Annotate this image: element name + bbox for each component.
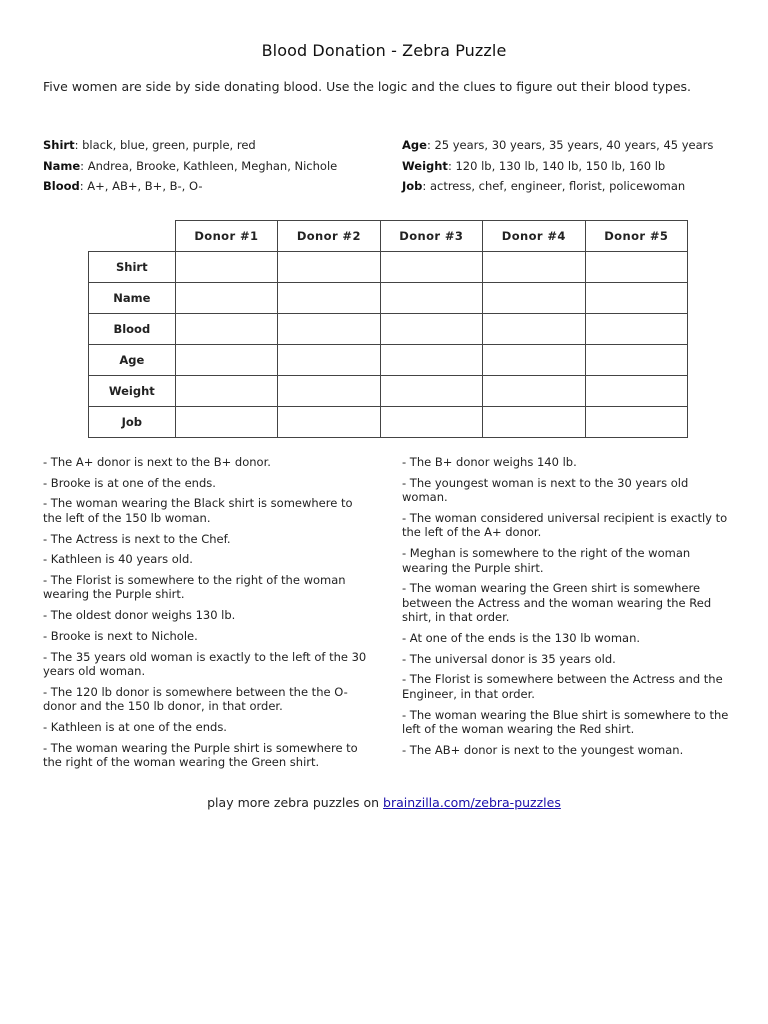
brainzilla-link[interactable]: brainzilla.com/zebra-puzzles (383, 795, 561, 810)
puzzle-grid (88, 220, 688, 438)
grid-cell[interactable] (380, 376, 482, 407)
clue-item: - The youngest woman is next to the 30 years old woman. (402, 475, 689, 505)
clue-item: - The Florist is somewhere to the right of the woman wearing the Purple shirt. (43, 572, 346, 602)
clue-item: - Kathleen is at one of the ends. (43, 719, 227, 734)
grid-cell[interactable] (278, 376, 380, 407)
grid-cell[interactable] (175, 314, 277, 345)
column-header-donor-5: Donor #5 (585, 221, 687, 252)
grid-cell[interactable] (278, 283, 380, 314)
clue-item: - The 120 lb donor is somewhere between the the O- donor and the 150 lb donor, in that order. (43, 684, 348, 714)
attribute-values: : black, blue, green, purple, red (74, 138, 256, 152)
grid-cell[interactable] (175, 252, 277, 283)
attribute-label: Name (43, 158, 81, 173)
attribute-age (402, 135, 742, 156)
row-header-weight: Weight (89, 376, 176, 407)
clue-item: - The AB+ donor is next to the youngest woman. (402, 742, 684, 757)
column-header-donor-4: Donor #4 (483, 221, 585, 252)
page-title: Blood Donation - Zebra Puzzle (261, 41, 507, 60)
clue-item: - Brooke is at one of the ends. (43, 475, 216, 490)
grid-cell[interactable] (175, 283, 277, 314)
grid-cell[interactable] (175, 345, 277, 376)
attribute-list-right (402, 135, 742, 197)
attribute-shirt (43, 135, 383, 156)
attribute-label: Weight (402, 158, 448, 173)
attribute-name (43, 156, 383, 177)
attribute-values: : 25 years, 30 years, 35 years, 40 years, 45 years (426, 138, 714, 152)
intro-text: Five women are side by side donating blood. Use the logic and the clues to figure out their blood types. (43, 79, 692, 94)
grid-cell[interactable] (483, 376, 585, 407)
clue-item: - The woman wearing the Purple shirt is somewhere to the right of the woman wearing the Green shirt. (43, 740, 358, 770)
grid-row-shirt (89, 252, 688, 283)
attribute-label: Shirt (43, 138, 75, 152)
grid-cell[interactable] (278, 407, 380, 438)
attribute-label: Job (402, 179, 423, 193)
attribute-list-left (43, 135, 383, 197)
footer-text: play more zebra puzzles on (207, 795, 384, 810)
clue-item: - The woman wearing the Blue shirt is somewhere to the left of the woman wearing the Red shirt. (402, 707, 729, 736)
grid-row-blood (89, 314, 688, 345)
clue-item: - The Actress is next to the Chef. (43, 531, 231, 546)
grid-cell[interactable] (585, 345, 687, 376)
column-header-donor-2: Donor #2 (278, 221, 380, 252)
clue-item: - The universal donor is 35 years old. (402, 651, 616, 666)
attribute-job (402, 176, 742, 197)
grid-cell[interactable] (585, 283, 687, 314)
grid-cell[interactable] (278, 252, 380, 283)
attribute-values: : Andrea, Brooke, Kathleen, Meghan, Nichole (80, 158, 338, 173)
clue-item: - The Florist is somewhere between the Actress and the Engineer, in that order. (402, 672, 723, 701)
grid-cell[interactable] (483, 407, 585, 438)
clue-item: - The A+ donor is next to the B+ donor. (43, 455, 271, 469)
grid-corner (89, 221, 176, 252)
grid-cell[interactable] (585, 376, 687, 407)
footer (0, 795, 768, 810)
grid-cell[interactable] (380, 314, 482, 345)
clue-item: - Brooke is next to Nichole. (43, 628, 198, 643)
clue-item: - At one of the ends is the 130 lb woman. (402, 630, 641, 645)
clue-item: - The woman considered universal recipient is exactly to the left of the A+ donor. (402, 510, 728, 540)
clue-item: - The oldest donor weighs 130 lb. (43, 608, 236, 623)
grid-cell[interactable] (380, 407, 482, 438)
column-header-donor-1: Donor #1 (175, 221, 277, 252)
clue-item: - The B+ donor weighs 140 lb. (402, 455, 577, 469)
row-header-shirt: Shirt (89, 252, 176, 283)
attribute-values: : actress, chef, engineer, florist, policewoman (422, 179, 686, 193)
clue-item: - The woman wearing the Green shirt is somewhere between the Actress and the woman wearing the Red shirt, in that order. (402, 581, 712, 625)
row-header-job: Job (89, 407, 176, 438)
row-header-blood: Blood (89, 314, 176, 345)
grid-cell[interactable] (278, 314, 380, 345)
grid-cell[interactable] (380, 252, 482, 283)
grid-row-age (89, 345, 688, 376)
grid-cell[interactable] (483, 314, 585, 345)
grid-cell[interactable] (175, 376, 277, 407)
attribute-weight (402, 156, 742, 177)
grid-cell[interactable] (585, 314, 687, 345)
clue-item: - Kathleen is 40 years old. (43, 552, 193, 567)
attribute-label: Age (402, 138, 427, 152)
clue-list-right (402, 455, 732, 763)
grid-row-name (89, 283, 688, 314)
grid-cell[interactable] (585, 252, 687, 283)
row-header-age: Age (89, 345, 176, 376)
grid-cell[interactable] (483, 252, 585, 283)
clue-item: - Meghan is somewhere to the right of the woman wearing the Purple shirt. (402, 546, 691, 575)
attribute-values: : A+, AB+, B+, B-, O- (79, 179, 203, 193)
grid-cell[interactable] (278, 345, 380, 376)
grid-cell[interactable] (380, 345, 482, 376)
grid-row-weight (89, 376, 688, 407)
attribute-label: Blood (43, 179, 80, 193)
grid-cell[interactable] (380, 283, 482, 314)
clue-list-left (43, 455, 373, 776)
grid-cell[interactable] (175, 407, 277, 438)
grid-cell[interactable] (483, 283, 585, 314)
grid-cell[interactable] (585, 407, 687, 438)
attribute-values: : 120 lb, 130 lb, 140 lb, 150 lb, 160 lb (447, 158, 666, 173)
grid-header-row (89, 221, 688, 252)
attribute-blood (43, 176, 383, 197)
row-header-name: Name (89, 283, 176, 314)
clue-item: - The 35 years old woman is exactly to the left of the 30 years old woman. (43, 649, 367, 678)
column-header-donor-3: Donor #3 (380, 221, 482, 252)
grid-cell[interactable] (483, 345, 585, 376)
clue-item: - The woman wearing the Black shirt is somewhere to the left of the 150 lb woman. (43, 496, 353, 525)
grid-row-job (89, 407, 688, 438)
